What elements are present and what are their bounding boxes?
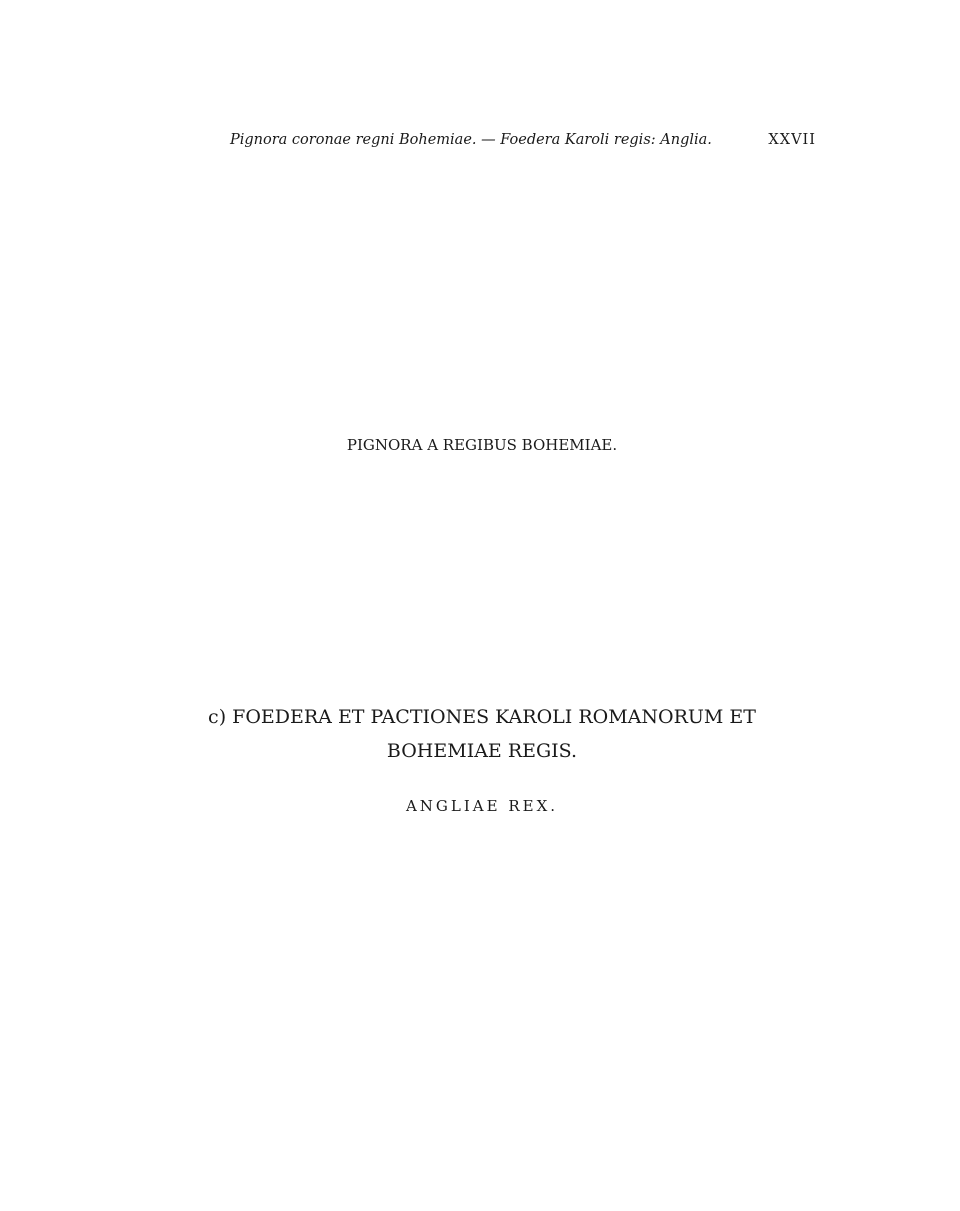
running-title: Pignora coronae regni Bohemiae. — Foedera Karoli regis: Anglia. — [230, 132, 712, 148]
subheading-angliae-rex: ANGLIAE REX. — [405, 797, 559, 815]
section-title — [146, 700, 818, 768]
section-title-line-2: BOHEMIAE REGIS. — [386, 740, 578, 762]
running-header — [230, 132, 816, 156]
section-title-line-1: c) FOEDERA ET PACTIONES KAROLI ROMANORUM ET — [208, 706, 756, 728]
subheading-pignora-a-regibus: PIGNORA A REGIBUS BOHEMIAE. — [346, 436, 618, 454]
page-number: XXVII — [768, 132, 816, 148]
